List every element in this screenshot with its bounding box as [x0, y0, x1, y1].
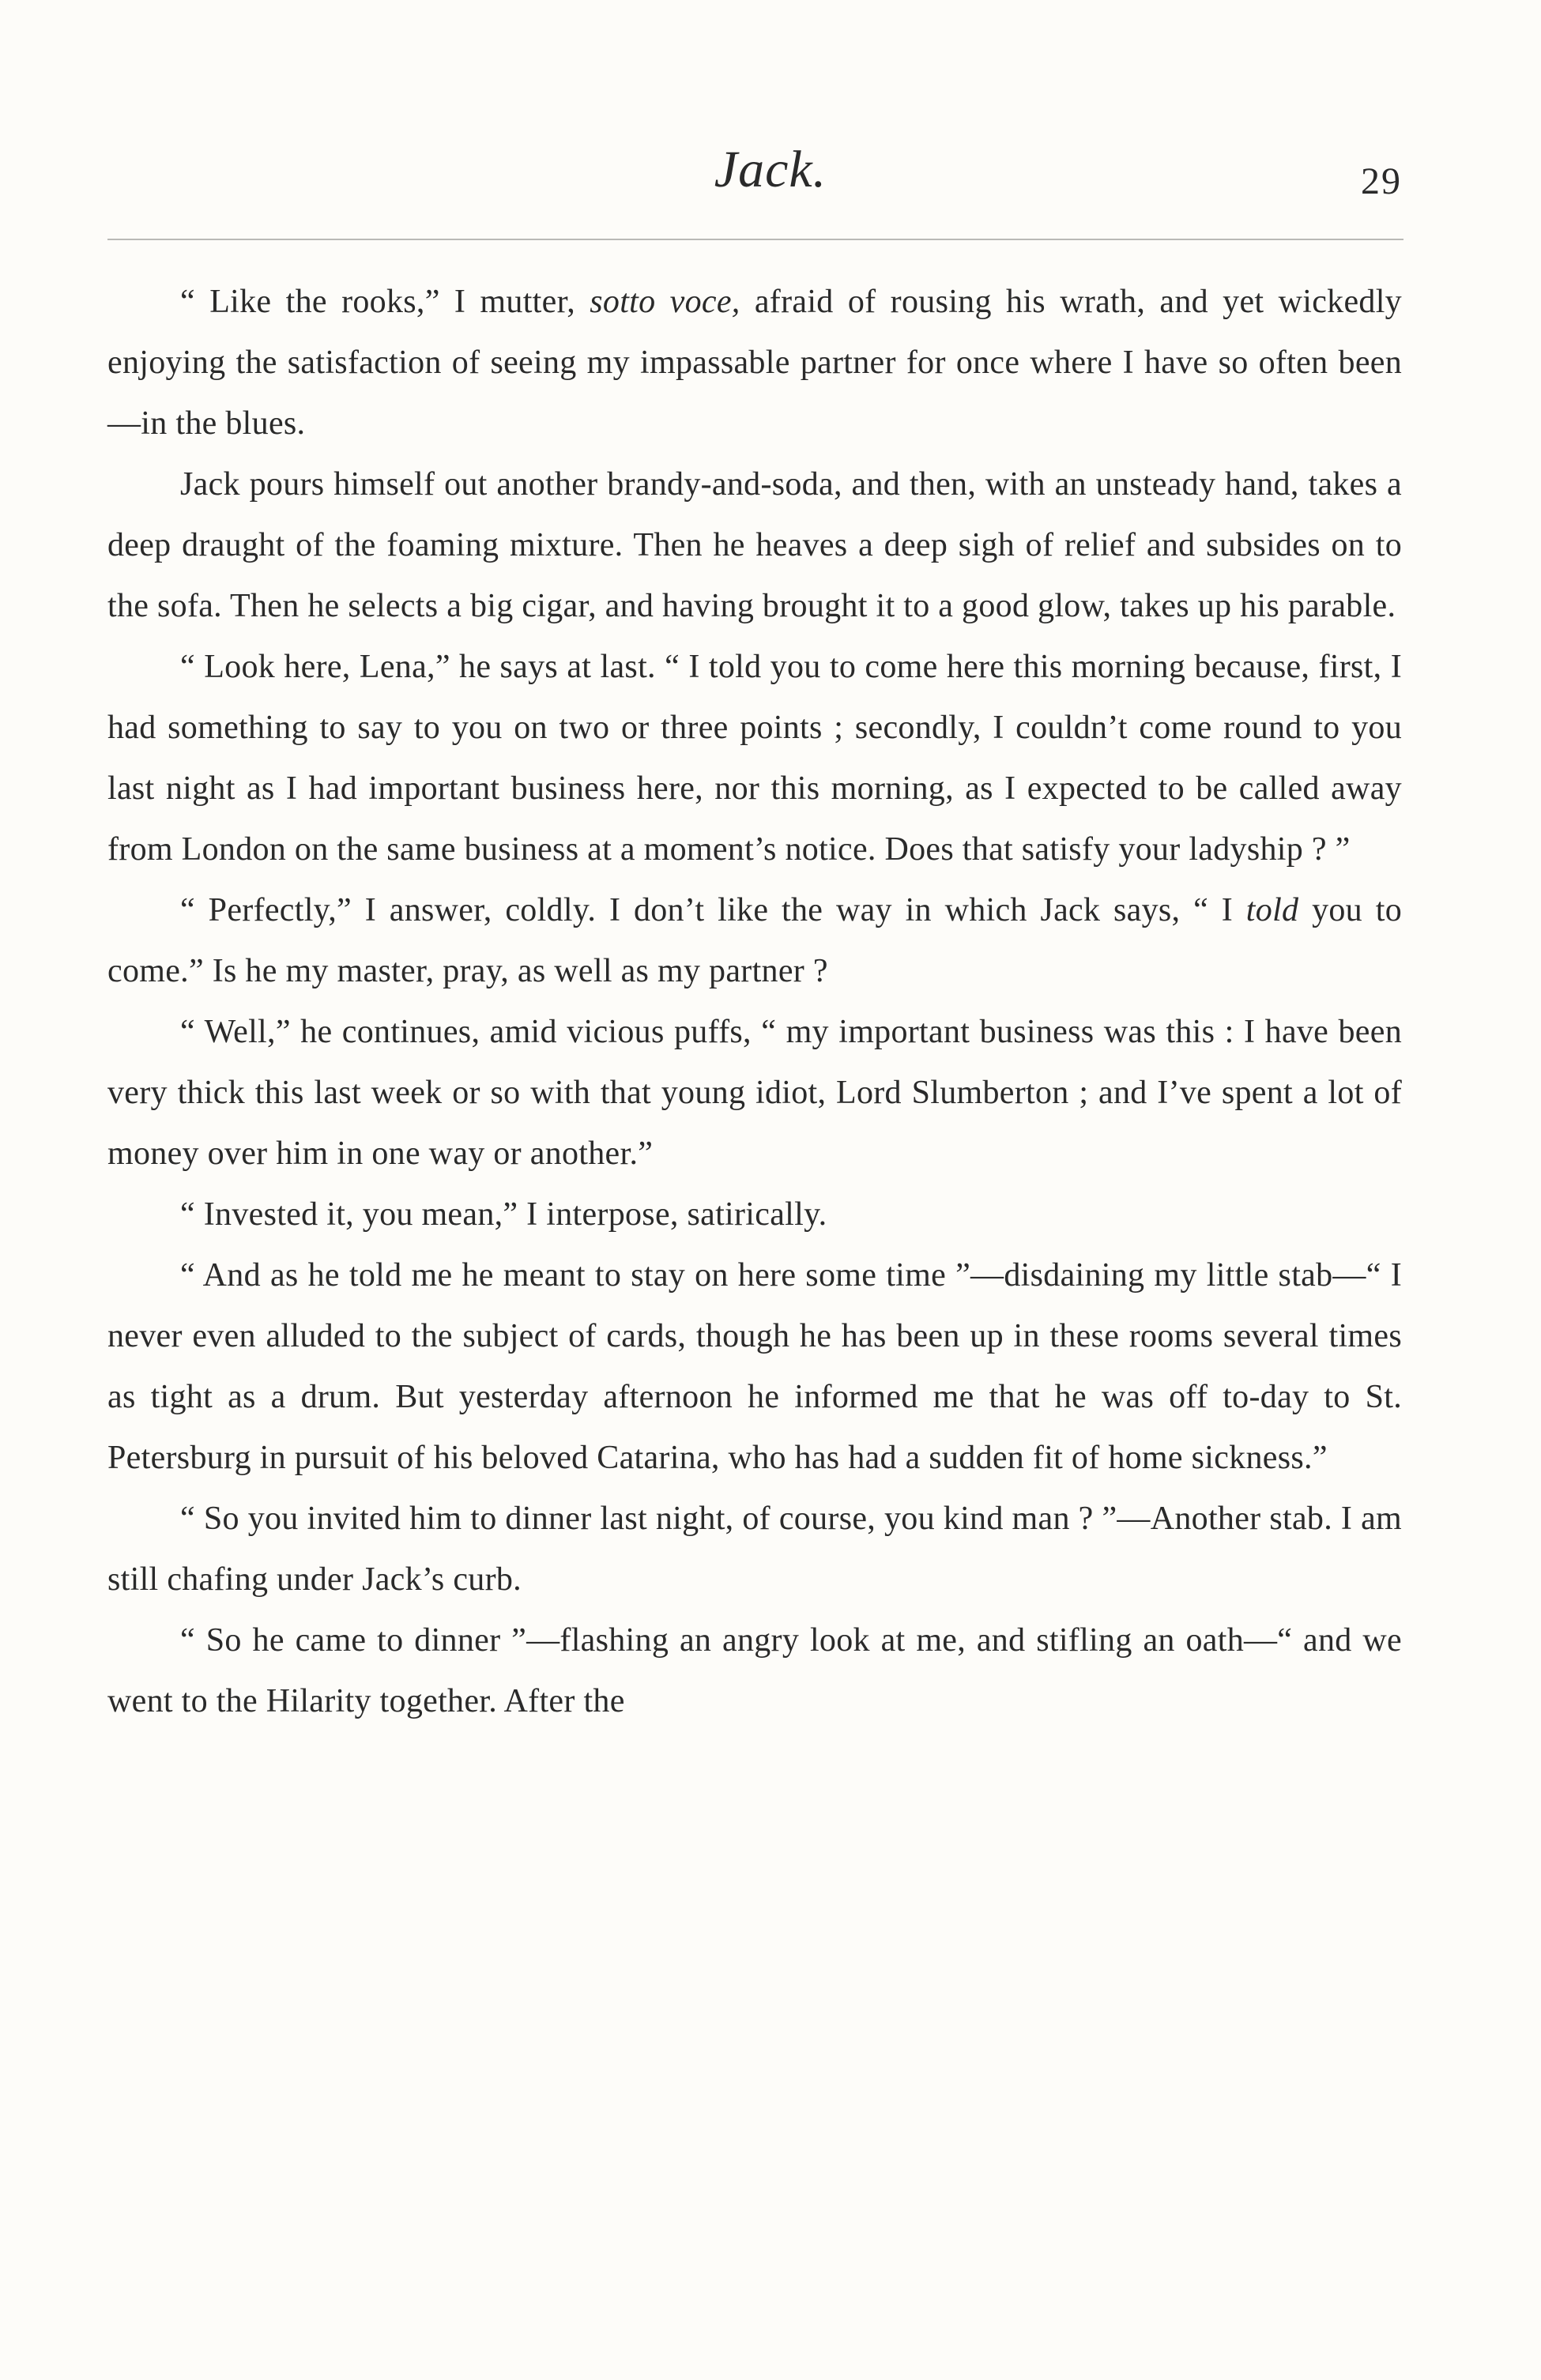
paragraph: [107, 272, 1402, 454]
paragraph-text: you to come.” Is he my master, pray, as well as my partner ?: [107, 892, 1402, 989]
paragraph-text: “ Like the rooks,” I mutter,: [180, 284, 590, 320]
running-head-title: Jack.: [714, 141, 827, 198]
paragraph: “ Well,” he continues, amid vicious puffs, “ my important business was this : I have been very thick this last week or so with that young idiot, Lord Slumberton ; and I’ve spent a lot of money over him in one way or another.”: [107, 1014, 1402, 1172]
header-rule: [107, 239, 1403, 240]
body-text: [107, 272, 1402, 1732]
paragraph: “ Look here, Lena,” he says at last. “ I told you to come here this morning because, first, I had something to say to you on two or three points ; secondly, I couldn’t come round to you last night as I had important business here, nor this morning, as I expected to be called away from London on the same business at a moment’s notice. Does that satisfy your ladyship ? ”: [107, 649, 1402, 868]
italic-text: sotto voce,: [590, 284, 740, 320]
paragraph: “ So he came to dinner ”—flashing an angry look at me, and stifling an oath—“ and we went to the Hilarity together. After the: [107, 1622, 1402, 1719]
paragraph: “ Invested it, you mean,” I interpose, satirically.: [180, 1196, 827, 1233]
paragraph-text: “ Perfectly,” I answer, coldly. I don’t like the way in which Jack says, “ I: [180, 892, 1246, 928]
paragraph: “ And as he told me he meant to stay on here some time ”—disdaining my little stab—“ I never even alluded to the subject of cards, though he has been up in these rooms several times as tight as a drum. But yesterday afternoon he informed me that he was off to-day to St. Petersburg in pursuit of his beloved Catarina, who has had a sudden fit of home sickness.”: [107, 1257, 1402, 1476]
paragraph-text: afraid of rousing his wrath, and yet wickedly enjoying the satisfaction of seeing my impassable partner for once where I have so often been—in the blues.: [107, 284, 1402, 442]
paragraph: Jack pours himself out another brandy-and-soda, and then, with an unsteady hand, takes a deep draught of the foaming mixture. Then he heaves a deep sigh of relief and subsides on to the sofa. Then he selects a big cigar, and having brought it to a good glow, takes up his parable.: [107, 466, 1402, 624]
paragraph: [107, 880, 1402, 1002]
italic-text: told: [1245, 892, 1299, 928]
paragraph: “ So you invited him to dinner last night, of course, you kind man ? ”—Another stab. I am still chafing under Jack’s curb.: [107, 1501, 1402, 1598]
page-number: 29: [1361, 160, 1402, 202]
